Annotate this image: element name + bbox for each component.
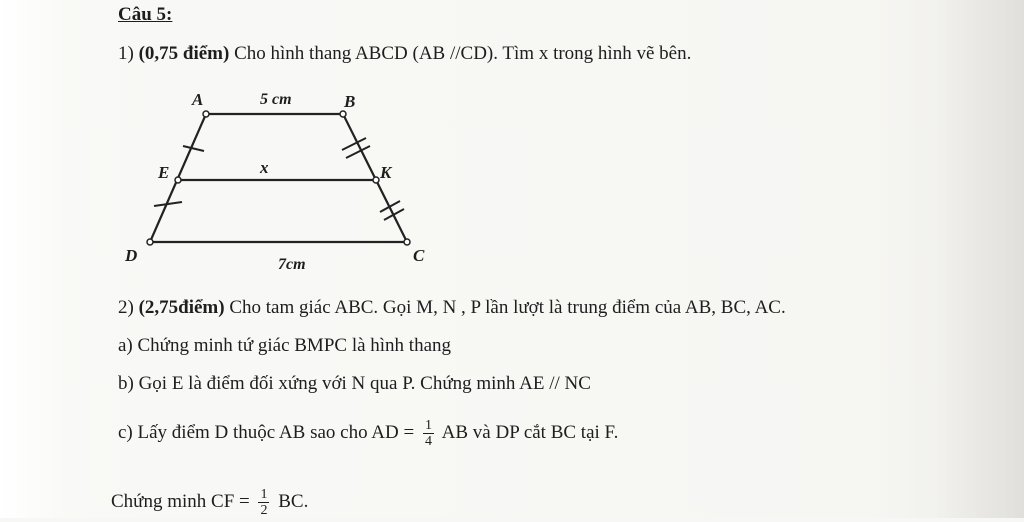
part2-item-a: a) Chứng minh tứ giác BMPC là hình thang <box>118 335 452 356</box>
label-C: C <box>413 246 425 265</box>
label-E: E <box>158 163 170 182</box>
label-x: x <box>260 158 269 177</box>
prove-suffix: BC. <box>278 491 309 512</box>
fraction-one-quarter <box>423 418 434 449</box>
label-top-length: 5 cm <box>260 91 292 108</box>
part2-line <box>118 296 786 320</box>
prove-line <box>111 482 308 522</box>
prove-prefix: Chứng minh CF = <box>111 491 250 512</box>
tick-AE <box>183 146 204 151</box>
part2-item-b: b) Gọi E là điểm đối xứng với N qua P. Chứng minh AE // NC <box>118 373 591 394</box>
question-heading: Câu 5: <box>118 4 173 25</box>
fraction-numerator: 1 <box>260 487 268 503</box>
part1-number: 1) <box>118 43 134 64</box>
part2-number: 2) <box>118 297 134 318</box>
part2-text: Cho tam giác ABC. Gọi M, N , P lần lượt là trung điểm của AB, BC, AC. <box>229 297 786 318</box>
part2-score: (2,75điểm) <box>138 297 225 318</box>
trapezoid-figure <box>110 82 450 282</box>
tick-BK-1 <box>342 138 366 150</box>
label-D: D <box>125 246 138 265</box>
part2-item-c <box>118 413 618 453</box>
item-c-suffix: AB và DP cắt BC tại F. <box>441 422 619 443</box>
label-B: B <box>344 92 356 111</box>
part1-line <box>118 42 691 66</box>
photo-edge-shadow <box>934 0 1024 518</box>
fraction-denominator: 4 <box>424 434 432 450</box>
part1-text: Cho hình thang ABCD (AB //CD). Tìm x trong hình vẽ bên. <box>234 43 692 64</box>
tick-BK-2 <box>346 146 370 158</box>
label-K: K <box>380 163 392 182</box>
item-c-prefix: c) Lấy điểm D thuộc AB sao cho AD = <box>118 422 415 443</box>
fraction-denominator: 2 <box>260 503 268 519</box>
label-bottom-length: 7cm <box>278 256 306 273</box>
photo-edge-highlight <box>0 0 70 518</box>
part1-score: (0,75 điểm) <box>138 43 230 64</box>
fraction-one-half <box>258 487 269 518</box>
fraction-numerator: 1 <box>424 418 432 434</box>
label-A: A <box>192 90 204 109</box>
